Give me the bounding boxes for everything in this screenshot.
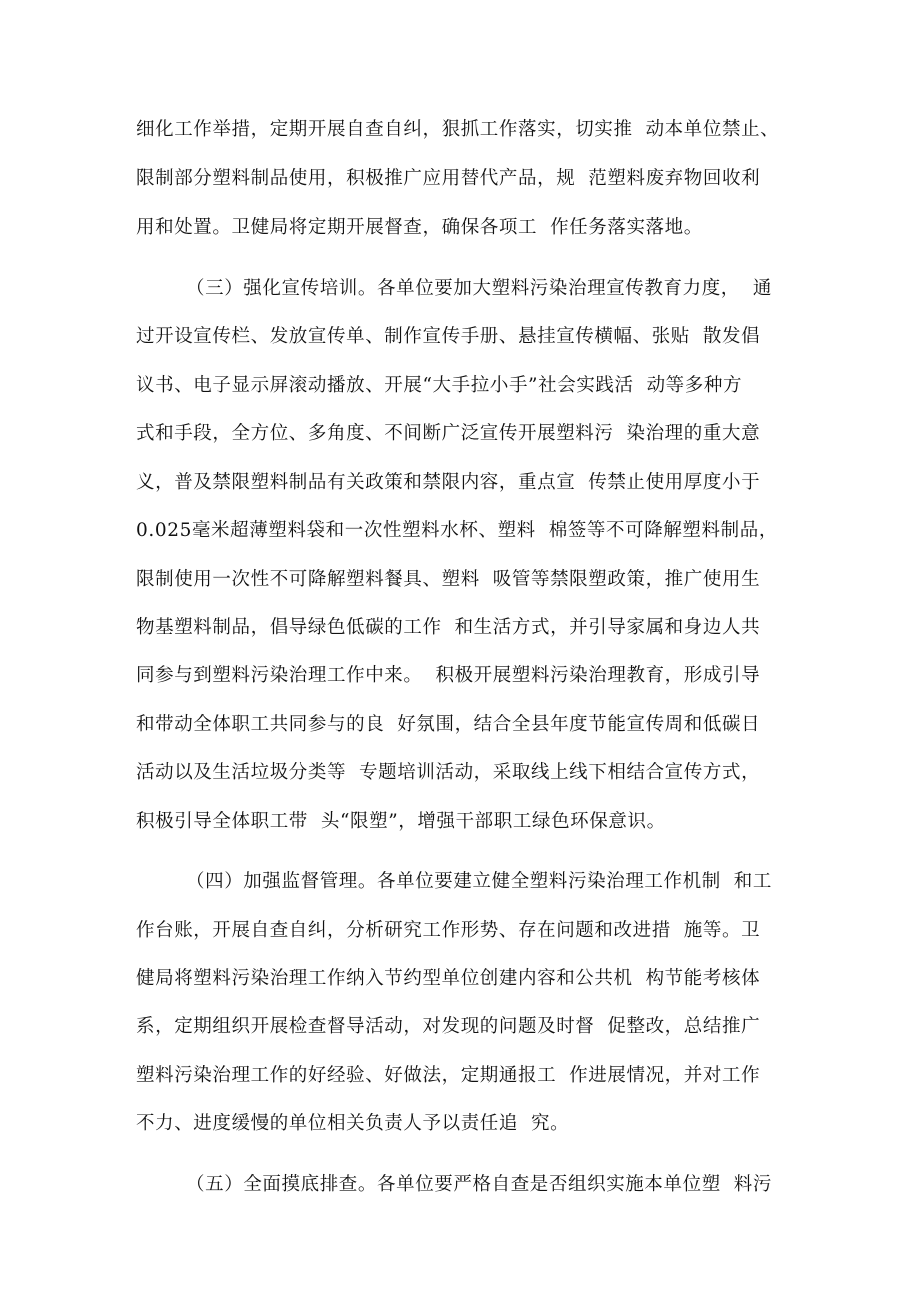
- text-line: 同参与到塑料污染治理工作中来。 积极开展塑料污染治理教育，形成引导: [136, 665, 761, 686]
- text-line: 作台账，开展自查自纠，分析研究工作形势、存在问题和改进措 施等。卫: [136, 920, 761, 941]
- text-line: 过开设宣传栏、发放宣传单、制作宣传手册、悬挂宣传横幅、张贴 散发倡: [136, 326, 761, 347]
- paragraph-heading-3: （三）强化宣传培训。各单位要加大塑料污染治理宣传教育力度， 通: [186, 278, 772, 299]
- text-line: 限制使用一次性不可降解塑料餐具、塑料 吸管等禁限塑政策，推广使用生: [136, 569, 761, 590]
- text-line: 物基塑料制品，倡导绿色低碳的工作 和生活方式，并引导家属和身边人共: [136, 617, 761, 638]
- text-line: 健局将塑料污染治理工作纳入节约型单位创建内容和公共机 构节能考核体: [136, 968, 761, 989]
- text-line: 限制部分塑料制品使用，积极推广应用替代产品，规 范塑料废弃物回收利: [136, 168, 761, 189]
- text-line: 式和手段，全方位、多角度、不间断广泛宣传开展塑料污 染治理的重大意: [136, 423, 761, 444]
- text-line: 和带动全体职工共同参与的良 好氛围，结合全县年度节能宣传周和低碳日: [136, 714, 761, 735]
- paragraph-heading-5: （五）全面摸底排查。各单位要严格自查是否组织实施本单位塑 料污: [186, 1174, 772, 1195]
- text-line: 义，普及禁限塑料制品有关政策和禁限内容，重点宣 传禁止使用厚度小于: [136, 472, 761, 493]
- text-line: 积极引导全体职工带 头“限塑”，增强干部职工绿色环保意识。: [136, 811, 666, 832]
- text-line: 细化工作举措，定期开展自查自纠，狠抓工作落实，切实推 动本单位禁止、: [136, 119, 780, 140]
- text-line: 系，定期组织开展检查督导活动，对发现的问题及时督 促整改，总结推广: [136, 1016, 761, 1037]
- paragraph-heading-4: （四）加强监督管理。各单位要建立健全塑料污染治理工作机制 和工: [186, 871, 772, 892]
- text-line: 0.025毫米超薄塑料袋和一次性塑料水杯、塑料 棉签等不可降解塑料制品，: [136, 520, 778, 541]
- text-line: 议书、电子显示屏滚动播放、开展“大手拉小手”社会实践活 动等多种方: [136, 375, 743, 396]
- text-line: 用和处置。卫健局将定期开展督查，确保各项工 作任务落实落地。: [136, 217, 703, 238]
- text-line: 塑料污染治理工作的好经验、好做法，定期通报工 作进展情况，并对工作: [136, 1065, 761, 1086]
- text-line: 活动以及生活垃圾分类等 专题培训活动，采取线上线下相结合宣传方式，: [136, 762, 761, 783]
- text-line: 不力、进度缓慢的单位相关负责人予以责任追 究。: [136, 1113, 570, 1134]
